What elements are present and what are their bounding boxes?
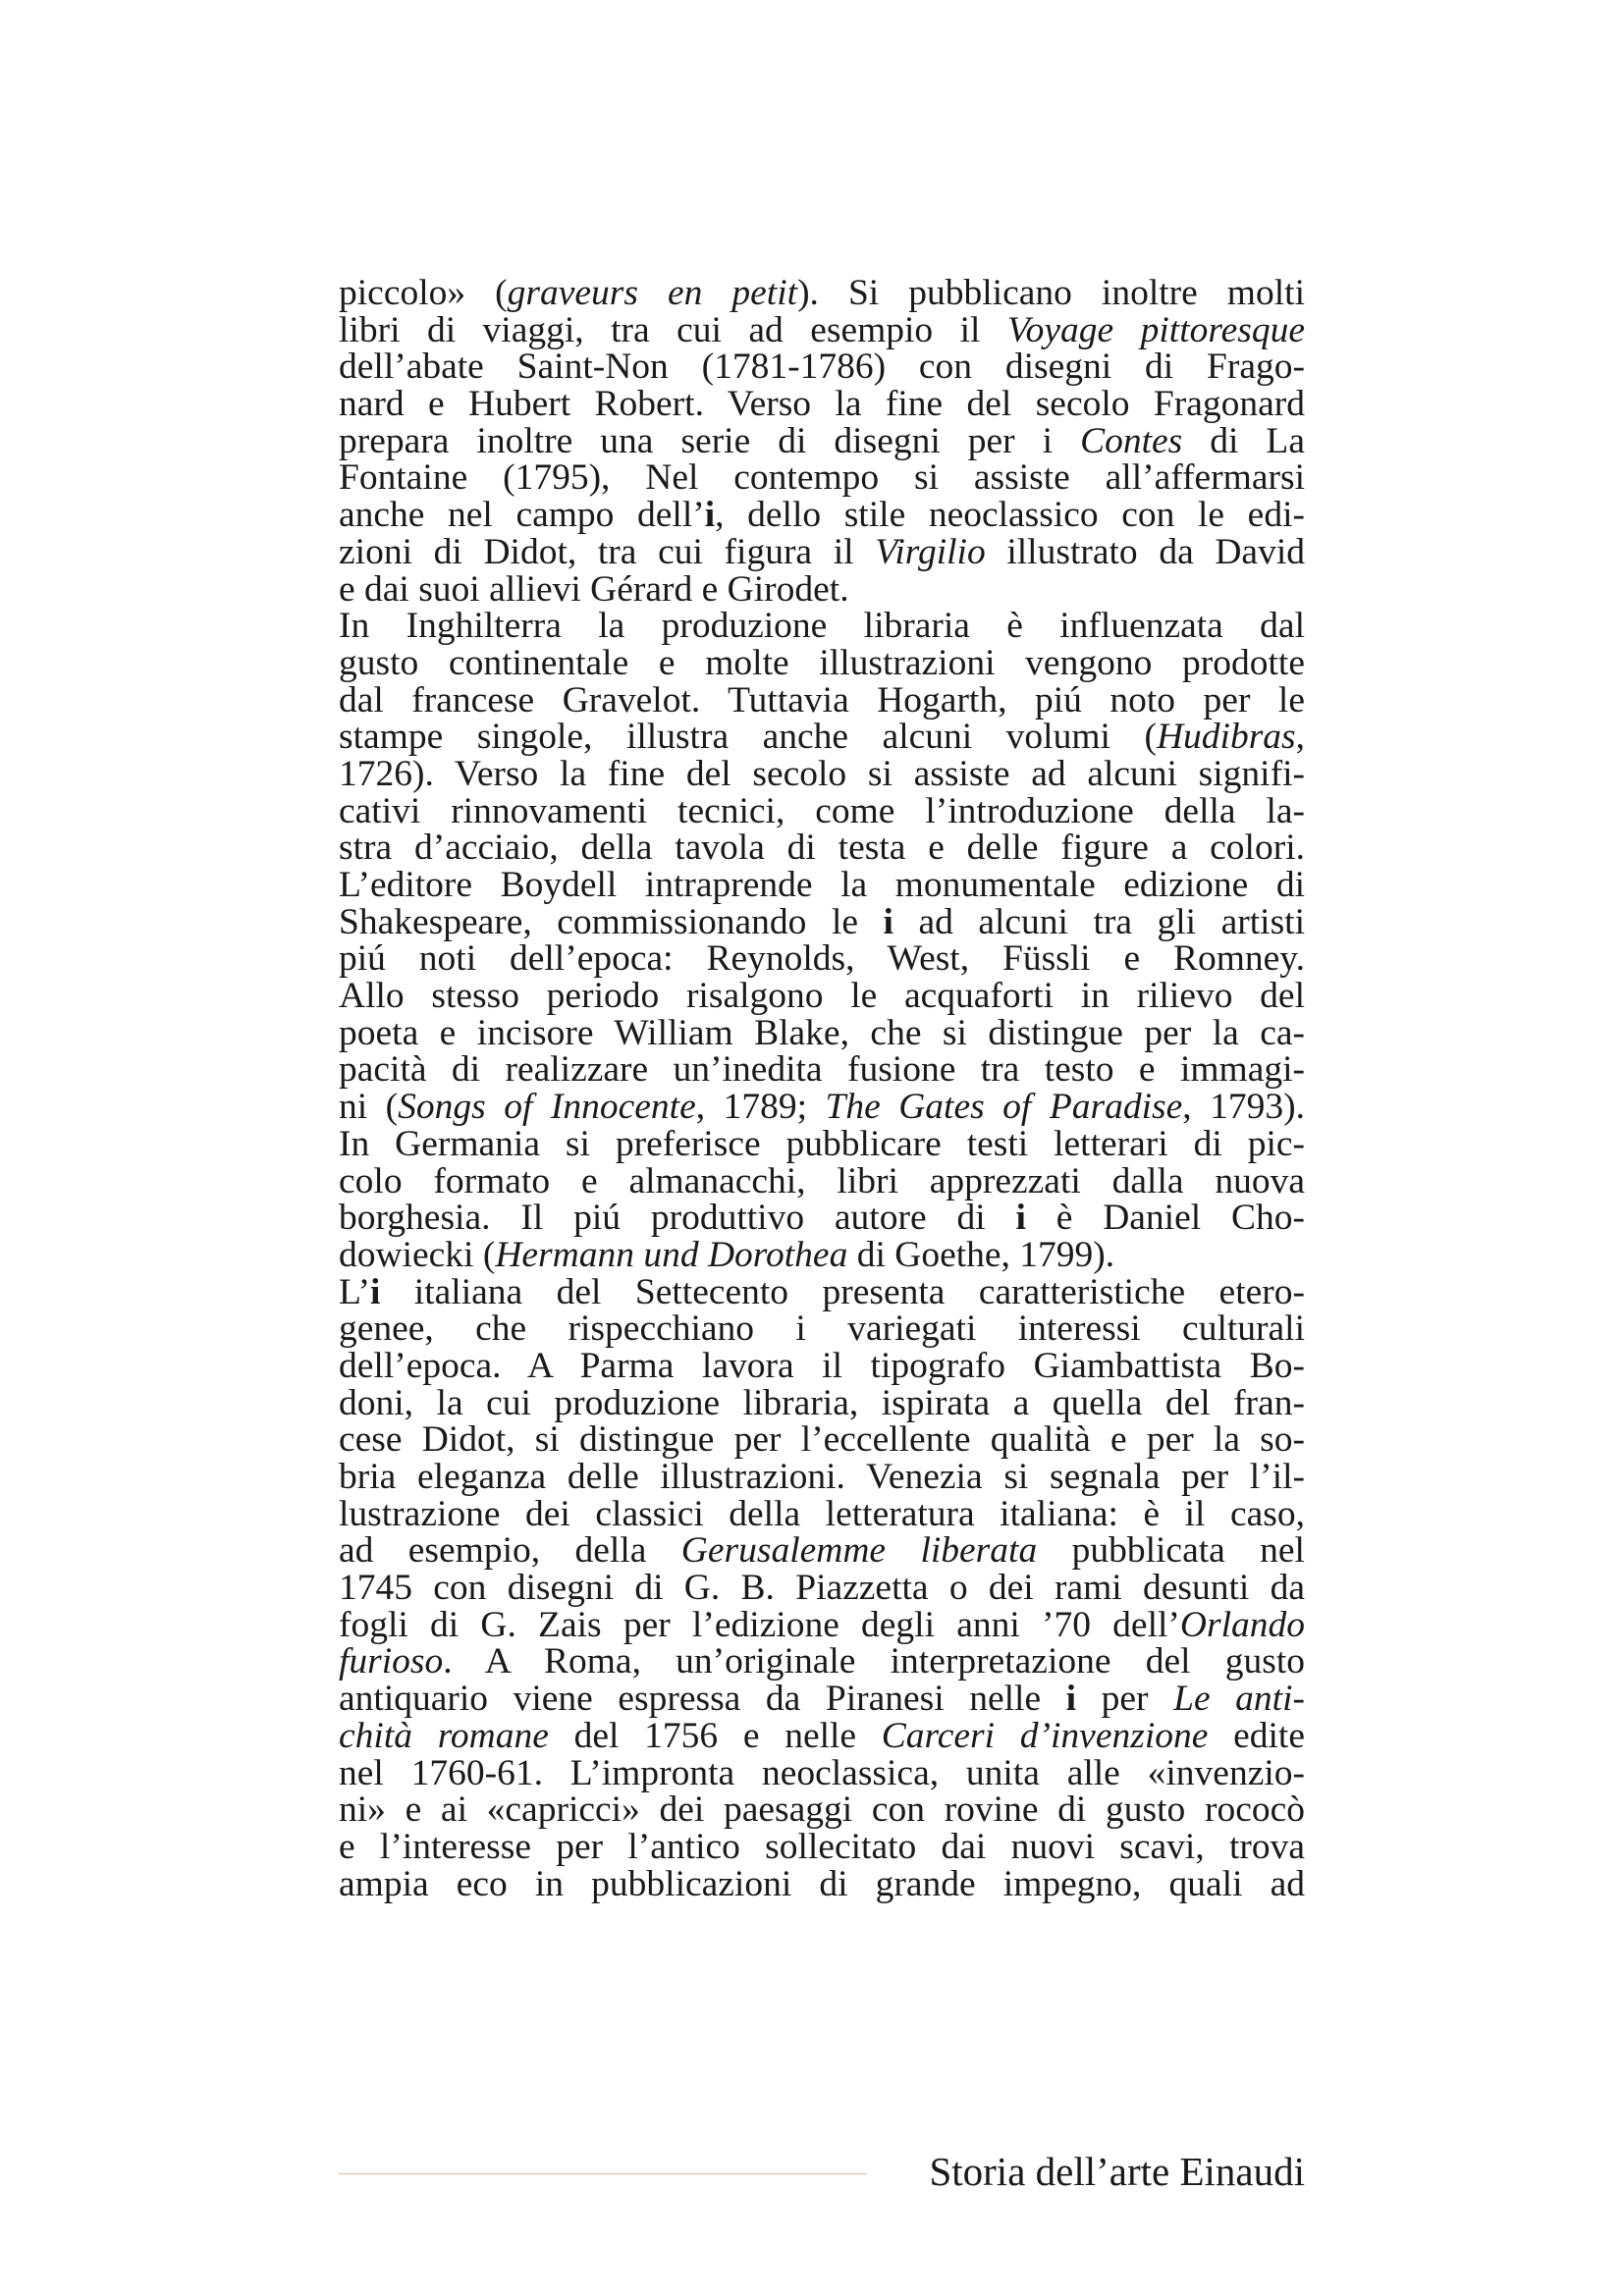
text-run: Shakespeare, commissionando le: [339, 901, 884, 942]
text-line: [339, 1459, 1305, 1496]
text-run: ni (: [339, 1087, 399, 1128]
entry-abbreviation: i: [704, 495, 716, 536]
text-line: [339, 940, 1305, 978]
text-run: ampia eco in pubblicazioni di grande impegno, quali ad: [339, 1863, 1305, 1904]
text-run: pacità di realizzare un’inedita fusione tra testo e immagi-: [339, 1049, 1305, 1091]
text-line: [339, 719, 1305, 756]
text-run: stampe singole, illustra anche alcuni volumi (: [339, 717, 1157, 758]
text-line: [339, 531, 1305, 572]
text-run: bria eleganza delle illustrazioni. Venezia si segnala per l’il-: [339, 1457, 1305, 1497]
text-run: e dai suoi allievi Gérard e Girodet.: [339, 568, 849, 610]
italic-title: Orlando: [1179, 1604, 1305, 1645]
text-line: [339, 790, 1305, 831]
text-run: italiana del Settecento presenta caratteristiche etero-: [380, 1271, 1305, 1312]
text-run: libri di viaggi, tra cui ad esempio il: [339, 309, 1007, 350]
italic-title: The Gates of Paradise: [825, 1087, 1183, 1128]
text-run: , 1793).: [1182, 1087, 1305, 1128]
text-run: edite: [1208, 1715, 1305, 1756]
text-line: [339, 1012, 1305, 1053]
text-run: ,: [1295, 717, 1305, 758]
italic-title: furioso: [339, 1641, 444, 1682]
text-run: per: [1076, 1679, 1174, 1720]
text-line: [339, 679, 1305, 721]
text-line: [339, 1643, 1305, 1681]
text-run: stra d’acciaio, della tavola di testa e delle figure a colori.: [339, 828, 1305, 869]
footer-rule: [339, 2173, 867, 2174]
text-run: ). Si pubblicano inoltre molti: [797, 273, 1305, 313]
text-line: [339, 386, 1305, 423]
text-run: dal francese Gravelot. Tuttavia Hogarth, piú noto per le: [339, 679, 1305, 721]
text-run: In Germania si preferisce pubblicare testi letterari di pic-: [339, 1123, 1305, 1164]
italic-title: Gerusalemme liberata: [680, 1530, 1038, 1572]
text-line: [339, 1382, 1305, 1423]
text-run: nel 1760-61. L’impronta neoclassica, unita alle «invenzio-: [339, 1752, 1305, 1793]
text-line: [339, 867, 1305, 904]
text-line: [339, 1089, 1305, 1126]
text-run: borghesia. Il piú produttivo autore di: [339, 1198, 1016, 1239]
text-line: [339, 901, 1306, 942]
text-line: [339, 1826, 1305, 1867]
text-line: [339, 1532, 1305, 1570]
text-line: [339, 497, 1305, 534]
italic-title: graveurs en petit: [507, 273, 798, 313]
text-run: , 1789;: [695, 1087, 826, 1128]
text-run: nard e Hubert Robert. Verso la fine del secolo Fragonard: [339, 384, 1305, 425]
text-run: di Goethe, 1799).: [847, 1234, 1115, 1275]
text-run: prepara inoltre una serie di disegni per i: [339, 420, 1081, 461]
text-run: ad esempio, della: [339, 1530, 681, 1572]
text-run: piccolo» (: [339, 273, 508, 313]
text-run: doni, la cui produzione libraria, ispirata a quella del fran-: [339, 1382, 1305, 1423]
text-line: [339, 1570, 1305, 1607]
entry-abbreviation: i: [1015, 1198, 1026, 1239]
text-run: , dello stile neoclassico con le edi-: [715, 495, 1305, 536]
italic-title: Contes: [1080, 420, 1183, 461]
text-line: [339, 1863, 1305, 1904]
italic-title: Hermann und Dorothea: [495, 1234, 848, 1275]
text-run: poeta e incisore William Blake, che si distingue per la ca-: [339, 1012, 1305, 1053]
text-line: [339, 420, 1305, 461]
body-text: [339, 275, 1305, 1902]
entry-abbreviation: i: [1065, 1679, 1077, 1720]
text-run: piú noti dell’epoca: Reynolds, West, Füssli e Romney.: [339, 938, 1305, 980]
text-line: [339, 753, 1305, 794]
footer-title: Storia dell’arte Einaudi: [929, 2149, 1305, 2194]
text-line: [339, 1123, 1305, 1164]
text-run: antiquario viene espressa da Piranesi nelle: [339, 1679, 1066, 1720]
text-run: cativi rinnovamenti tecnici, come l’introduzione della la-: [339, 790, 1305, 831]
text-run: 1745 con disegni di G. B. Piazzetta o dei rami desunti da: [339, 1568, 1305, 1609]
text-line: [339, 608, 1305, 645]
text-run: illustrato da David: [985, 531, 1305, 572]
italic-title: Voyage pittoresque: [1006, 309, 1305, 350]
italic-title: Carceri d’invenzione: [881, 1715, 1209, 1756]
text-line: [339, 1271, 1305, 1312]
text-run: colo formato e almanacchi, libri apprezzati dalla nuova: [339, 1160, 1305, 1201]
entry-abbreviation: i: [883, 901, 893, 942]
text-run: ad alcuni tra gli artisti: [893, 901, 1306, 942]
entry-abbreviation: i: [369, 1271, 381, 1312]
text-run: anche nel campo dell’: [339, 495, 705, 536]
text-line: [339, 1345, 1305, 1386]
text-run: Allo stesso periodo risalgono le acquaforti in rilievo del: [339, 976, 1305, 1017]
text-run: lustrazione dei classici della letteratura italiana: è il caso,: [339, 1493, 1305, 1534]
text-line: [339, 978, 1305, 1015]
text-run: In Inghilterra la produzione libraria è influenzata dal: [339, 606, 1305, 647]
italic-title: Songs of Innocente: [398, 1087, 696, 1128]
italic-title: Virgilio: [875, 531, 986, 572]
text-line: [339, 1234, 1305, 1275]
text-run: fogli di G. Zais per l’edizione degli anni ’70 dell’: [339, 1604, 1180, 1645]
text-run: gusto continentale e molte illustrazioni vengono prodotte: [339, 642, 1305, 683]
text-line: [339, 1752, 1305, 1793]
italic-title: Hudibras: [1156, 717, 1296, 758]
italic-title: chità romane: [339, 1715, 549, 1756]
text-line: [339, 1493, 1305, 1534]
text-run: dell’abate Saint-Non (1781-1786) con disegni di Frago-: [339, 347, 1305, 388]
text-line: [339, 1051, 1305, 1089]
text-run: 1726). Verso la fine del secolo si assiste ad alcuni signifi-: [339, 753, 1305, 794]
text-line: [339, 1310, 1305, 1348]
text-run: del 1756 e nelle: [548, 1715, 882, 1756]
text-line: [339, 459, 1305, 497]
text-run: genee, che rispecchiano i variegati interessi culturali: [339, 1308, 1305, 1350]
text-line: [339, 309, 1305, 350]
text-run: dell’epoca. A Parma lavora il tipografo Giambattista Bo-: [339, 1345, 1305, 1386]
text-line: [339, 1421, 1305, 1459]
text-run: zioni di Didot, tra cui figura il: [339, 531, 876, 572]
text-line: [339, 829, 1305, 867]
text-run: L’: [339, 1271, 370, 1312]
text-line: [339, 642, 1305, 683]
text-run: Fontaine (1795), Nel contempo si assiste all’affermarsi: [339, 457, 1305, 499]
text-run: pubblicata nel: [1037, 1530, 1305, 1572]
text-line: [339, 1681, 1305, 1718]
text-line: [339, 1604, 1305, 1645]
text-line: [339, 1715, 1305, 1756]
text-run: L’editore Boydell intraprende la monumentale edizione di: [339, 865, 1305, 905]
text-line: [339, 275, 1305, 312]
text-run: e l’interesse per l’antico sollecitato dai nuovi scavi, trova: [339, 1826, 1305, 1867]
text-run: di La: [1182, 420, 1305, 461]
text-line: [339, 568, 1305, 610]
text-line: [339, 1200, 1305, 1237]
text-run: dowiecki (: [339, 1234, 496, 1275]
text-line: [339, 348, 1305, 386]
text-run: è Daniel Cho-: [1025, 1198, 1305, 1239]
text-run: cese Didot, si distingue per l’eccellente qualità e per la so-: [339, 1419, 1305, 1461]
italic-title: Le anti-: [1173, 1679, 1305, 1720]
text-run: ni» e ai «capricci» dei paesaggi con rovine di gusto rococò: [339, 1789, 1305, 1831]
text-line: [339, 1160, 1305, 1201]
text-line: [339, 1791, 1305, 1829]
text-run: . A Roma, un’originale interpretazione del gusto: [443, 1641, 1305, 1682]
